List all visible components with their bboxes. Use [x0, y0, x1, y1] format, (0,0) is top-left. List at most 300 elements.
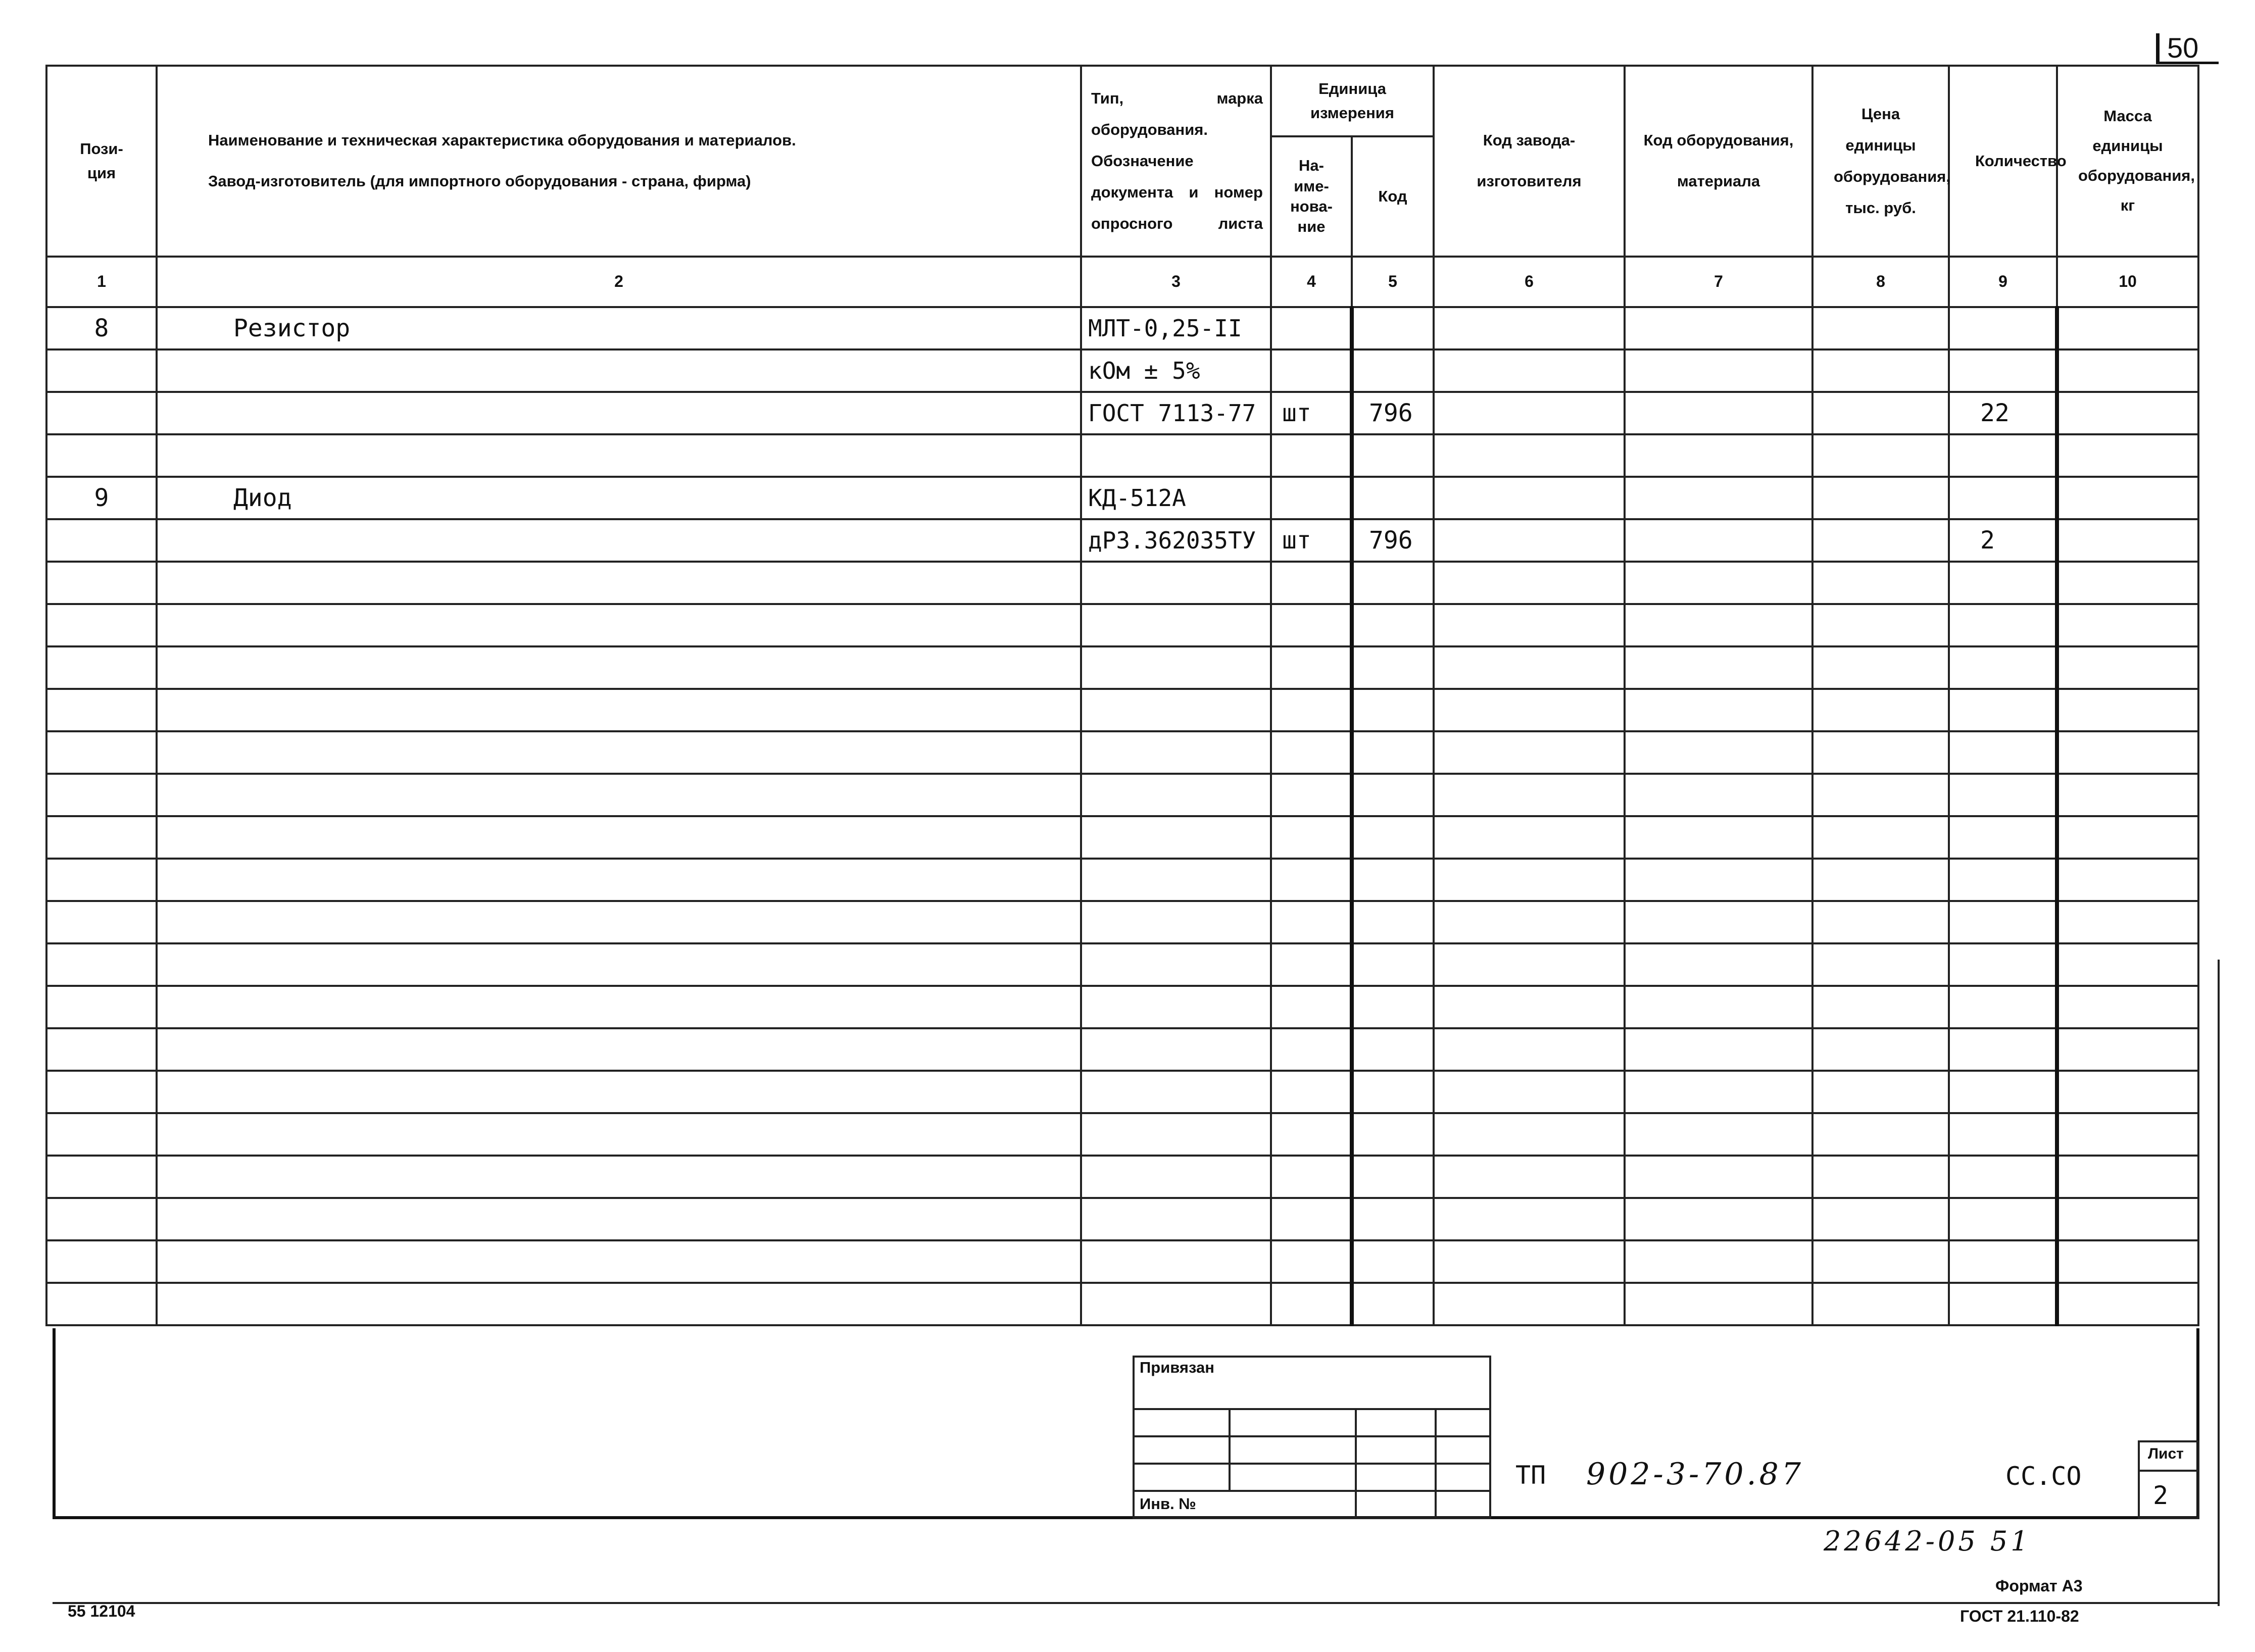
row-name — [157, 1028, 1081, 1071]
row-name: Диод — [157, 477, 1081, 519]
table-row — [46, 731, 2198, 774]
row-unit-name — [1271, 859, 1352, 901]
row-mass — [2057, 604, 2198, 646]
row-type: кОм ± 5% — [1081, 349, 1271, 392]
sheet-label: Лист — [2148, 1445, 2184, 1462]
table-row — [46, 943, 2198, 986]
row-quantity — [1949, 859, 2057, 901]
row-position — [46, 731, 157, 774]
row-position — [46, 646, 157, 689]
row-type — [1081, 1283, 1271, 1325]
row-price — [1812, 1113, 1949, 1156]
row-quantity — [1949, 604, 2057, 646]
row-mass — [2057, 731, 2198, 774]
row-equipment-code — [1625, 689, 1812, 731]
tb-line — [1133, 1463, 1491, 1465]
row-name — [157, 604, 1081, 646]
row-type — [1081, 689, 1271, 731]
row-unit-code — [1352, 731, 1434, 774]
row-name — [157, 1283, 1081, 1325]
specification-body — [46, 307, 2198, 1325]
row-mass — [2057, 1240, 2198, 1283]
row-equipment-code — [1625, 901, 1812, 943]
tb-line — [1229, 1408, 1231, 1492]
row-factory-code — [1434, 1283, 1625, 1325]
sheet-edge-line — [53, 1602, 2220, 1604]
row-position — [46, 1240, 157, 1283]
row-mass — [2057, 477, 2198, 519]
form-number: 55 12104 — [68, 1602, 135, 1620]
row-position — [46, 434, 157, 477]
table-row — [46, 477, 2198, 519]
row-factory-code — [1434, 1071, 1625, 1113]
row-quantity — [1949, 307, 2057, 349]
row-name — [157, 1240, 1081, 1283]
row-unit-code — [1352, 604, 1434, 646]
row-price — [1812, 943, 1949, 986]
row-quantity — [1949, 1156, 2057, 1198]
table-row — [46, 562, 2198, 604]
row-quantity — [1949, 646, 2057, 689]
page-number: 50 — [2167, 32, 2199, 64]
row-unit-code — [1352, 477, 1434, 519]
row-unit-code — [1352, 689, 1434, 731]
header-name-line2: Завод-изготовитель (для импортного оборудования - страна, фирма) — [208, 172, 751, 190]
row-mass — [2057, 816, 2198, 859]
row-unit-name — [1271, 1113, 1352, 1156]
row-equipment-code — [1625, 986, 1812, 1028]
row-price — [1812, 1198, 1949, 1240]
row-unit-code — [1352, 1113, 1434, 1156]
column-number: 8 — [1812, 257, 1949, 307]
row-quantity: 22 — [1949, 392, 2057, 434]
row-type — [1081, 1071, 1271, 1113]
row-name — [157, 646, 1081, 689]
row-unit-name — [1271, 562, 1352, 604]
table-row — [46, 901, 2198, 943]
row-unit-code — [1352, 1240, 1434, 1283]
row-unit-code — [1352, 1156, 1434, 1198]
row-unit-name: шт — [1271, 392, 1352, 434]
row-unit-name — [1271, 901, 1352, 943]
row-unit-name — [1271, 1156, 1352, 1198]
row-position — [46, 1283, 157, 1325]
row-unit-name — [1271, 986, 1352, 1028]
row-mass — [2057, 859, 2198, 901]
row-unit-name — [1271, 1240, 1352, 1283]
row-unit-code — [1352, 816, 1434, 859]
row-price — [1812, 689, 1949, 731]
row-price — [1812, 1283, 1949, 1325]
row-quantity — [1949, 562, 2057, 604]
row-type: КД-512А — [1081, 477, 1271, 519]
row-price — [1812, 986, 1949, 1028]
row-mass — [2057, 1028, 2198, 1071]
row-name — [157, 349, 1081, 392]
row-unit-code — [1352, 901, 1434, 943]
row-unit-code — [1352, 1283, 1434, 1325]
row-equipment-code — [1625, 859, 1812, 901]
row-price — [1812, 562, 1949, 604]
row-mass — [2057, 1071, 2198, 1113]
row-factory-code — [1434, 1240, 1625, 1283]
row-factory-code — [1434, 562, 1625, 604]
row-mass — [2057, 519, 2198, 562]
row-type — [1081, 434, 1271, 477]
gost-label: ГОСТ 21.110-82 — [1960, 1607, 2079, 1625]
row-type — [1081, 1198, 1271, 1240]
row-quantity — [1949, 1071, 2057, 1113]
row-unit-code — [1352, 774, 1434, 816]
row-position: 8 — [46, 307, 157, 349]
header-equipment-code: Код оборудования, материала — [1625, 66, 1812, 257]
row-price — [1812, 392, 1949, 434]
tb-line — [1133, 1490, 1491, 1492]
row-price — [1812, 1156, 1949, 1198]
row-mass — [2057, 901, 2198, 943]
column-number: 6 — [1434, 257, 1625, 307]
attached-label: Привязан — [1140, 1359, 1214, 1376]
row-quantity — [1949, 1240, 2057, 1283]
row-unit-name — [1271, 349, 1352, 392]
row-type — [1081, 1156, 1271, 1198]
table-row — [46, 816, 2198, 859]
form-frame — [53, 1328, 2199, 1519]
row-name — [157, 816, 1081, 859]
sheet-edge-line — [2218, 960, 2220, 1606]
row-type: дР3.362035ТУ — [1081, 519, 1271, 562]
row-quantity — [1949, 731, 2057, 774]
row-position — [46, 1113, 157, 1156]
row-quantity — [1949, 1283, 2057, 1325]
row-factory-code — [1434, 434, 1625, 477]
row-equipment-code — [1625, 1028, 1812, 1071]
row-type — [1081, 604, 1271, 646]
row-quantity — [1949, 901, 2057, 943]
header-position: Пози- ция — [46, 66, 157, 257]
row-name — [157, 392, 1081, 434]
inventory-label: Инв. № — [1140, 1495, 1196, 1513]
row-factory-code — [1434, 986, 1625, 1028]
page-number-mark — [2156, 33, 2160, 63]
header-factory-code: Код завода-изготовителя — [1434, 66, 1625, 257]
row-equipment-code — [1625, 774, 1812, 816]
row-factory-code — [1434, 1028, 1625, 1071]
row-name — [157, 986, 1081, 1028]
header-quantity: Количество — [1949, 66, 2057, 257]
table-row — [46, 986, 2198, 1028]
header-unit-name: На-име-нова-ние — [1271, 136, 1352, 257]
row-mass — [2057, 1113, 2198, 1156]
table-row — [46, 1028, 2198, 1071]
row-unit-name — [1271, 434, 1352, 477]
row-price — [1812, 307, 1949, 349]
row-position — [46, 562, 157, 604]
row-position — [46, 1156, 157, 1198]
row-unit-name — [1271, 816, 1352, 859]
row-unit-code — [1352, 859, 1434, 901]
row-unit-name — [1271, 1283, 1352, 1325]
row-position — [46, 859, 157, 901]
row-equipment-code — [1625, 604, 1812, 646]
row-mass — [2057, 562, 2198, 604]
row-price — [1812, 859, 1949, 901]
row-unit-code — [1352, 307, 1434, 349]
row-name — [157, 1071, 1081, 1113]
row-position — [46, 1071, 157, 1113]
sheet-number: 2 — [2153, 1481, 2169, 1510]
row-price — [1812, 774, 1949, 816]
row-mass — [2057, 1283, 2198, 1325]
row-type — [1081, 986, 1271, 1028]
row-mass — [2057, 349, 2198, 392]
row-factory-code — [1434, 604, 1625, 646]
row-quantity — [1949, 689, 2057, 731]
row-unit-code — [1352, 1071, 1434, 1113]
row-mass — [2057, 434, 2198, 477]
archive-number: 22642-05 51 — [1824, 1525, 2031, 1557]
row-factory-code — [1434, 943, 1625, 986]
row-mass — [2057, 943, 2198, 986]
row-price — [1812, 731, 1949, 774]
column-number: 9 — [1949, 257, 2057, 307]
row-equipment-code — [1625, 392, 1812, 434]
row-unit-name — [1271, 731, 1352, 774]
table-row — [46, 349, 2198, 392]
row-quantity: 2 — [1949, 519, 2057, 562]
row-factory-code — [1434, 731, 1625, 774]
row-price — [1812, 349, 1949, 392]
row-mass — [2057, 1198, 2198, 1240]
row-name — [157, 774, 1081, 816]
row-factory-code — [1434, 646, 1625, 689]
tb-line — [1435, 1408, 1437, 1519]
row-type: МЛТ-0,25-II — [1081, 307, 1271, 349]
row-name — [157, 519, 1081, 562]
row-position — [46, 689, 157, 731]
row-name — [157, 562, 1081, 604]
row-price — [1812, 434, 1949, 477]
table-row — [46, 1198, 2198, 1240]
table-row — [46, 774, 2198, 816]
header-mass: Масса единицы оборудования, кг — [2057, 66, 2198, 257]
column-number: 4 — [1271, 257, 1352, 307]
row-equipment-code — [1625, 1156, 1812, 1198]
row-mass — [2057, 689, 2198, 731]
row-name — [157, 901, 1081, 943]
row-unit-code — [1352, 349, 1434, 392]
row-unit-code: 796 — [1352, 519, 1434, 562]
row-quantity — [1949, 349, 2057, 392]
row-factory-code — [1434, 816, 1625, 859]
table-row — [46, 1071, 2198, 1113]
row-quantity — [1949, 943, 2057, 986]
row-factory-code — [1434, 1198, 1625, 1240]
row-position — [46, 816, 157, 859]
row-unit-code — [1352, 646, 1434, 689]
row-type — [1081, 1240, 1271, 1283]
table-row — [46, 604, 2198, 646]
table-row — [46, 1240, 2198, 1283]
row-unit-name — [1271, 1071, 1352, 1113]
column-number: 3 — [1081, 257, 1271, 307]
format-label: Формат А3 — [1995, 1577, 2083, 1595]
table-row — [46, 1283, 2198, 1325]
tb-line — [1133, 1408, 1491, 1410]
row-unit-code: 796 — [1352, 392, 1434, 434]
header-price: Цена единицы оборудования, тыс. руб. — [1812, 66, 1949, 257]
row-mass — [2057, 1156, 2198, 1198]
row-factory-code — [1434, 477, 1625, 519]
row-name — [157, 1198, 1081, 1240]
row-factory-code — [1434, 689, 1625, 731]
row-unit-name — [1271, 477, 1352, 519]
row-type — [1081, 646, 1271, 689]
row-factory-code — [1434, 774, 1625, 816]
row-mass — [2057, 646, 2198, 689]
row-factory-code — [1434, 392, 1625, 434]
row-equipment-code — [1625, 1071, 1812, 1113]
row-price — [1812, 1071, 1949, 1113]
row-equipment-code — [1625, 731, 1812, 774]
row-mass — [2057, 307, 2198, 349]
row-type — [1081, 731, 1271, 774]
header-unit-code: Код — [1352, 136, 1434, 257]
row-quantity — [1949, 816, 2057, 859]
row-position — [46, 774, 157, 816]
header-unit-group: Единица измерения — [1271, 66, 1434, 136]
row-unit-name — [1271, 774, 1352, 816]
table-row — [46, 859, 2198, 901]
row-type — [1081, 816, 1271, 859]
row-factory-code — [1434, 519, 1625, 562]
row-mass — [2057, 986, 2198, 1028]
column-number: 7 — [1625, 257, 1812, 307]
table-row — [46, 519, 2198, 562]
column-number: 2 — [157, 257, 1081, 307]
row-position: 9 — [46, 477, 157, 519]
row-unit-name — [1271, 604, 1352, 646]
row-name — [157, 731, 1081, 774]
row-unit-code — [1352, 943, 1434, 986]
row-unit-code — [1352, 1028, 1434, 1071]
header-name-line1: Наименование и техническая характеристика оборудования и материалов. — [208, 131, 796, 149]
row-type — [1081, 1113, 1271, 1156]
row-position — [46, 392, 157, 434]
row-equipment-code — [1625, 307, 1812, 349]
row-factory-code — [1434, 307, 1625, 349]
row-type: ГОСТ 7113-77 — [1081, 392, 1271, 434]
row-equipment-code — [1625, 1283, 1812, 1325]
row-price — [1812, 477, 1949, 519]
row-type — [1081, 859, 1271, 901]
row-unit-name: шт — [1271, 519, 1352, 562]
row-equipment-code — [1625, 646, 1812, 689]
table-row — [46, 1156, 2198, 1198]
row-name — [157, 943, 1081, 986]
row-name — [157, 434, 1081, 477]
specification-table — [45, 65, 2199, 1326]
row-equipment-code — [1625, 943, 1812, 986]
row-name — [157, 859, 1081, 901]
row-position — [46, 986, 157, 1028]
row-factory-code — [1434, 1113, 1625, 1156]
row-position — [46, 943, 157, 986]
document-code: СС.СО — [2005, 1462, 2082, 1491]
row-name — [157, 1113, 1081, 1156]
row-position — [46, 901, 157, 943]
row-type — [1081, 1028, 1271, 1071]
row-equipment-code — [1625, 349, 1812, 392]
row-name: Резистор — [157, 307, 1081, 349]
row-price — [1812, 646, 1949, 689]
row-unit-code — [1352, 986, 1434, 1028]
row-mass — [2057, 774, 2198, 816]
table-row — [46, 689, 2198, 731]
row-price — [1812, 901, 1949, 943]
row-price — [1812, 1240, 1949, 1283]
row-factory-code — [1434, 901, 1625, 943]
row-quantity — [1949, 434, 2057, 477]
row-name — [157, 689, 1081, 731]
row-equipment-code — [1625, 1240, 1812, 1283]
row-equipment-code — [1625, 1198, 1812, 1240]
tb-line — [2138, 1470, 2199, 1472]
row-quantity — [1949, 1028, 2057, 1071]
row-type — [1081, 774, 1271, 816]
row-equipment-code — [1625, 816, 1812, 859]
row-type — [1081, 562, 1271, 604]
row-position — [46, 1028, 157, 1071]
project-prefix: ТП — [1515, 1461, 1546, 1490]
row-quantity — [1949, 986, 2057, 1028]
row-equipment-code — [1625, 434, 1812, 477]
row-type — [1081, 901, 1271, 943]
row-quantity — [1949, 774, 2057, 816]
row-factory-code — [1434, 1156, 1625, 1198]
table-row — [46, 1113, 2198, 1156]
column-number: 10 — [2057, 257, 2198, 307]
table-row — [46, 646, 2198, 689]
row-unit-name — [1271, 689, 1352, 731]
row-equipment-code — [1625, 477, 1812, 519]
row-factory-code — [1434, 349, 1625, 392]
header-name — [157, 66, 1081, 257]
row-equipment-code — [1625, 1113, 1812, 1156]
column-number: 5 — [1352, 257, 1434, 307]
row-price — [1812, 519, 1949, 562]
row-price — [1812, 816, 1949, 859]
row-position — [46, 1198, 157, 1240]
row-quantity — [1949, 477, 2057, 519]
row-unit-name — [1271, 307, 1352, 349]
table-row — [46, 307, 2198, 349]
row-equipment-code — [1625, 562, 1812, 604]
row-unit-name — [1271, 1028, 1352, 1071]
tb-line — [1133, 1435, 1491, 1437]
row-unit-code — [1352, 1198, 1434, 1240]
row-unit-code — [1352, 434, 1434, 477]
row-unit-code — [1352, 562, 1434, 604]
table-row — [46, 434, 2198, 477]
row-position — [46, 349, 157, 392]
row-position — [46, 604, 157, 646]
project-number: 902-3-70.87 — [1586, 1457, 1804, 1492]
row-quantity — [1949, 1198, 2057, 1240]
row-quantity — [1949, 1113, 2057, 1156]
tb-line — [1355, 1408, 1357, 1519]
column-number: 1 — [46, 257, 157, 307]
